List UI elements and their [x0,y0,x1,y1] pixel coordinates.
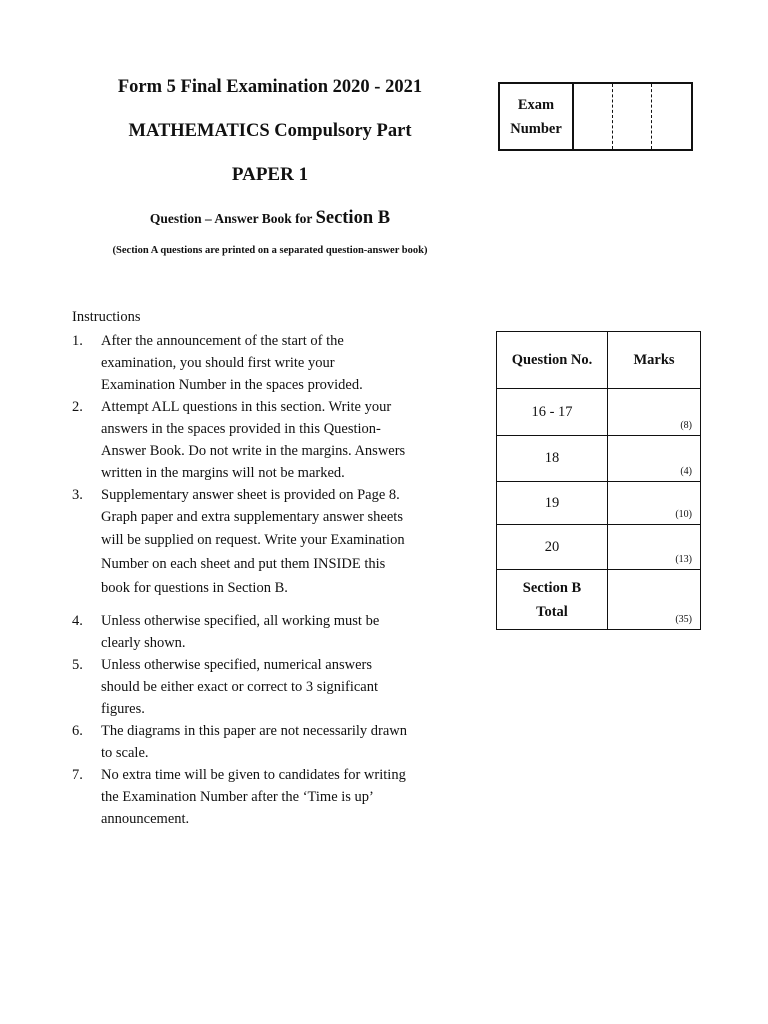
instruction-line: clearly shown. [101,635,186,651]
instruction-item [72,720,442,764]
exam-number-label [500,84,574,149]
total-row [497,570,701,630]
instruction-number: 5. [72,657,83,673]
instruction-text [101,484,442,600]
instruction-item [72,330,442,396]
instruction-line: Unless otherwise specified, numerical answers [101,657,372,673]
instruction-line: The diagrams in this paper are not necessarily drawn [101,723,408,739]
exam-label-line2: Number [510,120,562,137]
max-marks: (4) [680,466,692,477]
max-marks: (10) [675,509,692,520]
instruction-line: Supplementary answer sheet is provided on Page 8. [101,487,400,503]
instruction-number: 4. [72,613,83,629]
instruction-item [72,396,442,484]
instructions-heading: Instructions [72,309,141,325]
instruction-line: Attempt ALL questions in this section. Write your [101,399,392,415]
instruction-text [101,330,442,396]
instruction-item [72,764,442,830]
question-number: 20 [497,525,608,570]
table-row [497,389,701,436]
max-marks: (13) [675,554,692,565]
instruction-text [101,720,442,764]
max-marks: (8) [680,420,692,431]
instruction-line: figures. [101,701,145,717]
instruction-number: 6. [72,723,83,739]
instruction-line: After the announcement of the start of the [101,333,344,349]
max-marks: (35) [675,614,692,625]
instruction-line: No extra time will be given to candidates for writing [101,767,406,783]
total-label-line1: Section B [522,579,582,596]
instruction-line: examination, you should first write your [101,355,335,371]
instruction-line: Examination Number in the spaces provided. [101,377,363,393]
exam-label-line1: Exam [517,96,555,113]
table-row [497,436,701,482]
instruction-line: Unless otherwise specified, all working must be [101,613,380,629]
total-label-line2: Total [536,603,568,620]
instruction-number: 1. [72,333,83,349]
instruction-line: the Examination Number after the ‘Time is up’ [101,789,374,805]
instruction-item [72,484,442,600]
section-b-total-label [497,570,608,630]
marks-cell[interactable] [608,389,701,436]
table-row [497,525,701,570]
total-marks-cell[interactable] [608,570,701,630]
table-row [497,482,701,525]
instruction-text [101,610,442,654]
instruction-line: will be supplied on request. Write your Examination [101,532,405,548]
marks-cell[interactable] [608,525,701,570]
book-title-prefix: Question – Answer Book for [149,211,316,226]
instruction-line: answers in the spaces provided in this Question- [101,421,381,437]
instruction-number: 3. [72,487,83,503]
marks-table-header [497,332,701,389]
exam-number-digit-2[interactable] [613,84,652,149]
marks-cell[interactable] [608,482,701,525]
book-title-section: Section B [315,208,391,228]
paper-title: PAPER 1 [231,164,309,185]
instruction-line: book for questions in Section B. [101,580,288,596]
subject-title: MATHEMATICS Compulsory Part [128,121,412,141]
instruction-item [72,610,442,654]
instruction-line: written in the margins will not be marked. [101,465,345,481]
instruction-line: Number on each sheet and put them INSIDE this [101,556,386,572]
instruction-line: to scale. [101,745,149,761]
instruction-text [101,396,442,484]
instruction-number: 2. [72,399,83,415]
question-number: 18 [497,436,608,482]
exam-number-digit-1[interactable] [574,84,613,149]
exam-number-digit-3[interactable] [652,84,690,149]
instruction-number: 7. [72,767,83,783]
instruction-line: should be either exact or correct to 3 significant [101,679,379,695]
question-no-header: Question No. [497,332,608,389]
instruction-line: announcement. [101,811,190,827]
instruction-line: Answer Book. Do not write in the margins. Answers [101,443,406,459]
marks-cell[interactable] [608,436,701,482]
instruction-text [101,764,442,830]
instruction-item [72,654,442,720]
question-number: 19 [497,482,608,525]
section-a-note: (Section A questions are printed on a separated question-answer book) [112,245,428,256]
exam-number-box [498,82,693,151]
instruction-text [101,654,442,720]
marks-table [496,331,701,630]
question-number: 16 - 17 [497,389,608,436]
instruction-line: Graph paper and extra supplementary answer sheets [101,509,403,525]
book-title [60,208,480,229]
exam-title: Form 5 Final Examination 2020 - 2021 [117,77,423,97]
marks-header: Marks [608,332,701,389]
